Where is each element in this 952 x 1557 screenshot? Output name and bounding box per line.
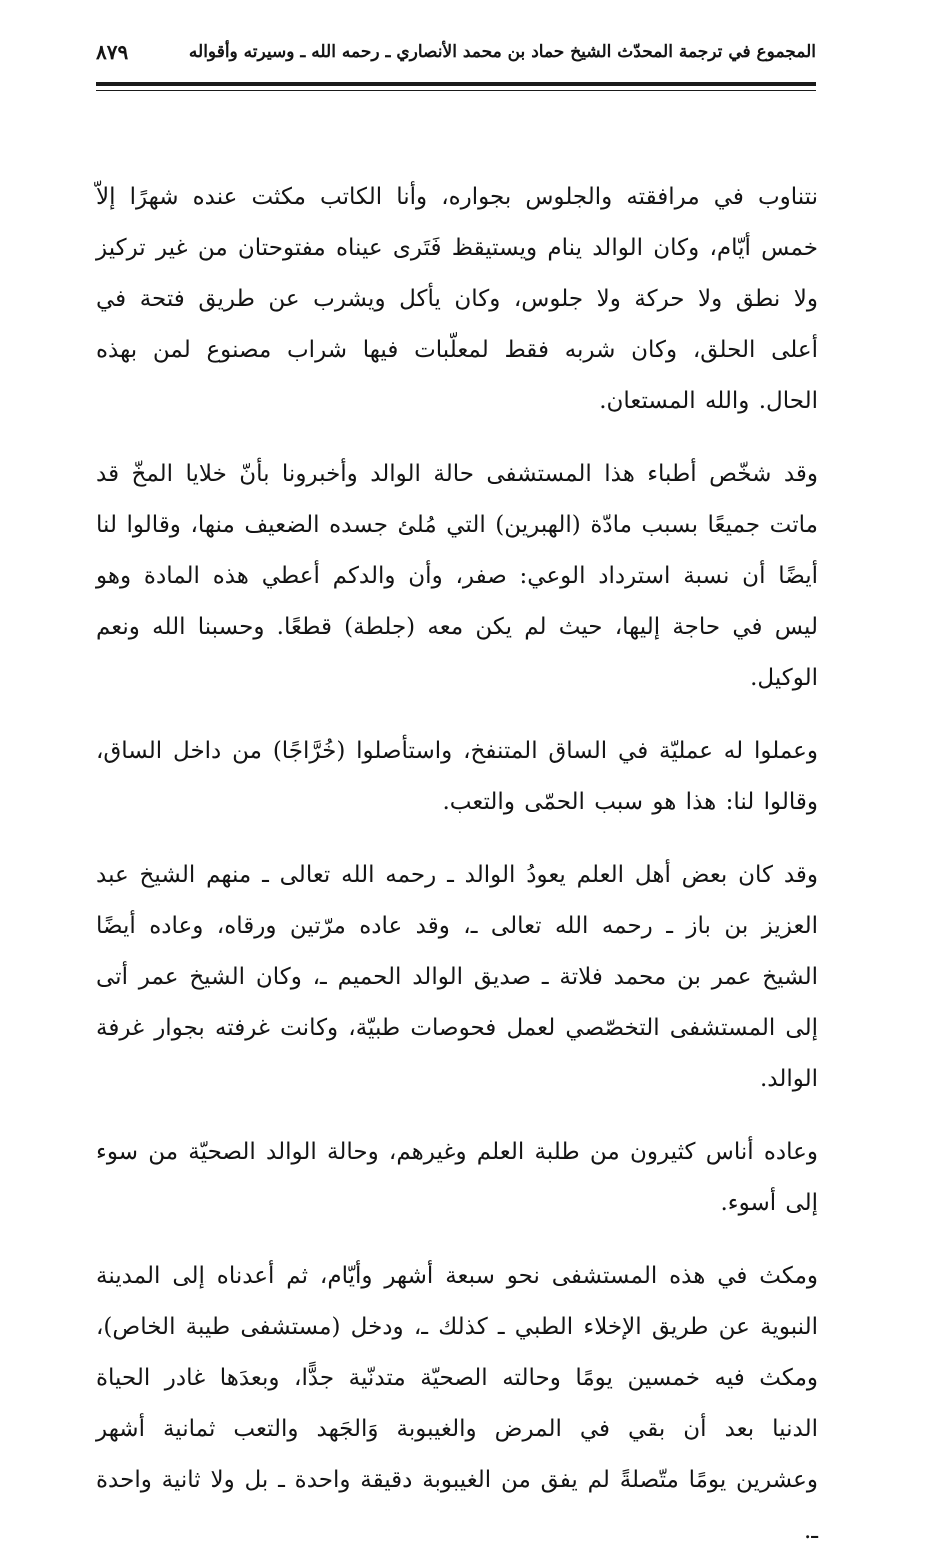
header-title: المجموع في ترجمة المحدّث الشيخ حماد بن محمد الأنصاري ـ رحمه الله ـ وسيرته وأقواله — [188, 42, 816, 62]
header-rule-thin — [96, 90, 816, 91]
paragraph: ومكث في هذه المستشفى نحو سبعة أشهر وأيّام، ثم أعدناه إلى المدينة النبوية عن طريق الإخلاء الطبي ـ كذلك ـ، ودخل (مستشفى طيبة الخاص)، ومكث فيه خمسين يومًا وحالته الصحيّة متدنّية جدًّا، وبعدَها غادر الحياة الدنيا بعد أن بقي في المرض والغيبوبة وَالجَهد والتعب ثمانية أشهر وعشرين يومًا متّصلةً لم يفق من الغيبوبة دقيقة واحدة ـ بل ولا ثانية واحدة ـ. — [96, 1263, 818, 1544]
paragraph: وعاده أناس كثيرون من طلبة العلم وغيرهم، وحالة الوالد الصحيّة من سوء إلى أسوء. — [96, 1139, 818, 1216]
paragraph: وعملوا له عمليّة في الساق المتنفخ، واستأصلوا (خُرَّاجًا) من داخل الساق، وقالوا لنا: هذا هو سبب الحمّى والتعب. — [96, 738, 818, 815]
header-rule-thick — [96, 82, 816, 86]
paragraph: وقد شخّص أطباء هذا المستشفى حالة الوالد وأخبرونا بأنّ خلايا المخّ قد ماتت جميعًا بسبب مادّة (الهبرين) التي مُلئ جسده الضعيف منها، وقالوا لنا أيضًا أن نسبة استرداد الوعي: صفر، وأن والدكم أعطي هذه المادة وهو ليس في حاجة إليها، حيث لم يكن معه (جلطة) قطعًا. وحسبنا الله ونعم الوكيل. — [96, 461, 818, 691]
paragraph: نتناوب في مرافقته والجلوس بجواره، وأنا الكاتب مكثت عنده شهرًا إلاّ خمس أيّام، وكان الوالد ينام ويستيقظ فَتَرى عيناه مفتوحتان من غير تركيز ولا نطق ولا حركة ولا جلوس، وكان يأكل ويشرب عن طريق فتحة في أعلى الحلق، وكان شربه فقط لمعلّبات فيها شراب مصنوع لمن بهذه الحال. والله المستعان. — [96, 184, 818, 414]
paragraph: وقد كان بعض أهل العلم يعودُ الوالد ـ رحمه الله تعالى ـ منهم الشيخ عبد العزيز بن باز ـ رحمه الله تعالى ـ، وقد عاده مرّتين ورقاه، وعاده أيضًا الشيخ عمر بن محمد فلاتة ـ صديق الوالد الحميم ـ، وكان الشيخ عمر أتى إلى المستشفى التخصّصي لعمل فحوصات طبيّة، وكانت غرفته بجوار غرفة الوالد. — [96, 862, 818, 1092]
page-number: ٨٧٩ — [96, 40, 129, 64]
running-header — [96, 40, 816, 76]
body-text — [96, 172, 818, 1557]
